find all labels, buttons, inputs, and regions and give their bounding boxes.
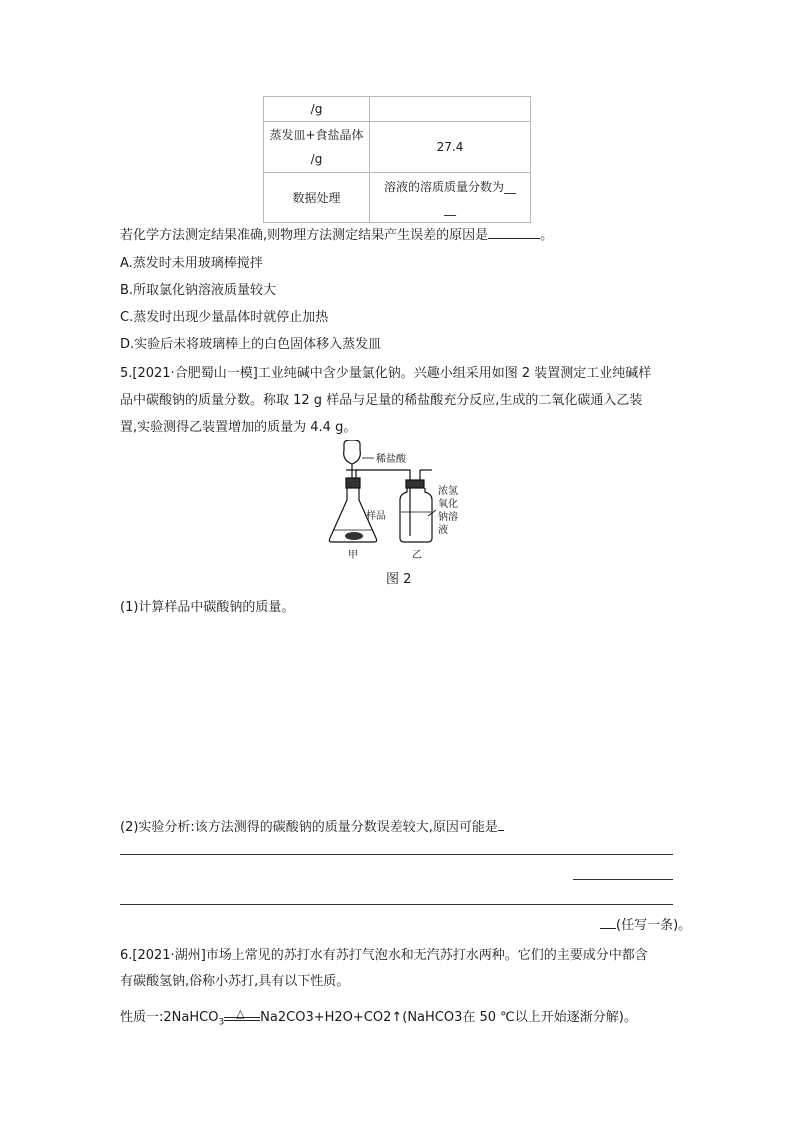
delivery-tube <box>356 470 410 498</box>
q5-sub1: (1)计算样品中碳酸钠的质量。 <box>120 600 295 615</box>
q5-line-2: 品中碳酸钠的质量分数。称取 12 g 样品与足量的稀盐酸充分反应,生成的二氧化碳通入乙装 <box>120 393 643 408</box>
q6-line-2: 有碳酸氢钠,俗称小苏打,具有以下性质。 <box>120 974 350 989</box>
q4-stem <box>120 224 553 243</box>
table-row <box>264 97 531 122</box>
answer-blank <box>600 915 616 929</box>
label-naoh-line: 氧化 <box>438 499 458 510</box>
q4-option-b: B.所取氯化钠溶液质量较大 <box>120 283 277 298</box>
answer-blank <box>498 817 504 831</box>
q5-sub2-end: (任写一条)。 <box>616 918 692 933</box>
table-cell-value-line: 溶液的溶质质量分数为__ <box>383 179 516 194</box>
q6-line-1: 6.[2021·湖州]市场上常见的苏打水有苏打气泡水和无汽苏打水两种。它们的主要成分中都含 <box>120 948 648 963</box>
bottle-stopper <box>406 480 424 488</box>
q5-sub2-ending <box>600 914 691 933</box>
funnel-bulb <box>344 440 361 464</box>
label-jia: 甲 <box>348 550 358 561</box>
table-cell-value <box>370 97 531 122</box>
q6-property-1 <box>120 1006 637 1028</box>
table-cell-label-line: 蒸发皿+食盐晶体 <box>269 128 364 142</box>
label-naoh-line: 液 <box>438 525 448 536</box>
table-cell-value-line: __ <box>444 201 456 216</box>
table-cell-label: 数据处理 <box>264 173 370 223</box>
sample-solid <box>345 532 363 540</box>
q4-stem-end: 。 <box>540 228 554 243</box>
property-products: Na2CO3+H2O+CO2↑(NaHCO3在 50 ℃以上开始逐渐分解)。 <box>260 1010 637 1025</box>
label-naoh-line: 钠溶 <box>438 512 458 523</box>
q5-line-3: 置,实验测得乙装置增加的质量为 4.4 g。 <box>120 420 357 435</box>
q4-stem-text: 若化学方法测定结果准确,则物理方法测定结果产生误差的原因是 <box>120 228 489 243</box>
answer-line <box>120 854 673 855</box>
q4-option-c: C.蒸发时出现少量晶体时就停止加热 <box>120 310 329 325</box>
label-acid: 稀盐酸 <box>376 454 406 465</box>
table-cell-label-line: /g <box>310 152 323 166</box>
q5-sub2-text: (2)实验分析:该方法测得的碳酸钠的质量分数误差较大,原因可能是 <box>120 820 498 835</box>
q5-sub2 <box>120 816 504 835</box>
subscript: 3 <box>218 1017 225 1028</box>
apparatus-figure <box>316 440 476 565</box>
figure-caption: 图 2 <box>386 572 412 587</box>
table-cell-value <box>370 173 531 223</box>
data-table <box>263 96 531 223</box>
label-yi: 乙 <box>412 550 422 561</box>
table-cell-label <box>264 122 370 173</box>
property-prefix: 性质一:2NaHCO <box>120 1010 219 1025</box>
heat-sign: △ <box>236 1007 245 1020</box>
gas-washing-bottle <box>400 488 432 542</box>
q5-line-1: 5.[2021·合肥蜀山一模]工业纯碱中含少量氯化钠。兴趣小组采用如图 2 装置测定工业纯碱样 <box>120 366 652 381</box>
q4-option-a: A.蒸发时未用玻璃棒搅拌 <box>120 256 263 271</box>
q4-option-d: D.实验后未将玻璃棒上的白色固体移入蒸发皿 <box>120 337 382 352</box>
answer-line <box>573 879 673 880</box>
flask-stopper <box>346 478 360 488</box>
answer-blank <box>488 225 540 239</box>
label-naoh-line: 浓氢 <box>438 486 458 497</box>
table-row <box>264 173 531 223</box>
answer-line <box>120 904 673 905</box>
table-cell-label: /g <box>264 97 370 122</box>
table-cell-value: 27.4 <box>370 122 531 173</box>
table-row <box>264 122 531 173</box>
label-sample: 样品 <box>366 511 386 522</box>
